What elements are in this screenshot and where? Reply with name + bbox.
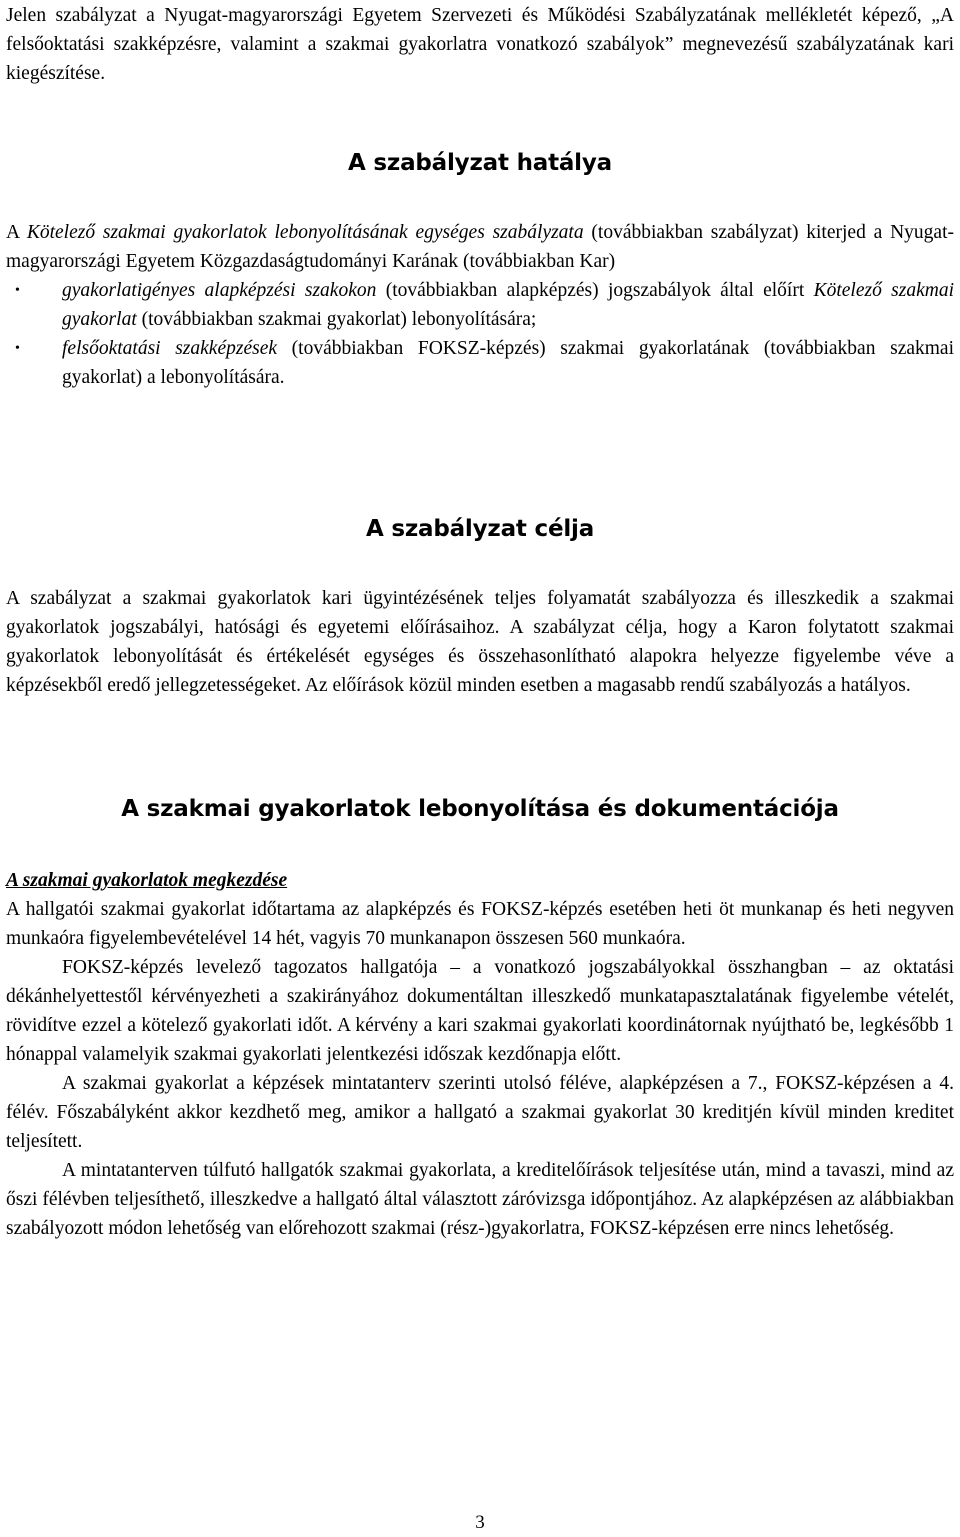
intro-paragraph: Jelen szabályzat a Nyugat-magyarországi Egyetem Szervezeti és Működési Szabályzatának mellékletét képező, „A felsőoktatási szakképzésre, valamint a szakmai gyakorlatra vonatkozó szabályok” megnevezésű szabályzatának kari kiegészítése.: [6, 5, 954, 84]
list-item: [6, 334, 954, 392]
scope-suffix: (továbbiakban szabályzat) kiterjed a Nyugat-magyarországi Egyetem Közgazdaságtudományi Karának (továbbiakban Kar): [6, 222, 954, 272]
bullet-text: (továbbiakban szakmai gyakorlat) lebonyolítására;: [136, 309, 537, 330]
scope-paragraph: [6, 218, 954, 276]
conduct-paragraph: A szakmai gyakorlat a képzések mintatanterv szerinti utolsó féléve, alapképzésen a 7., FOKSZ-képzésen a 4. félév. Főszabályként akkor kezdhető meg, amikor a hallgató a szakmai gyakorlat 30 kreditjén kívül minden kreditet teljesített.: [6, 1073, 954, 1152]
bullet-icon: •: [15, 341, 20, 356]
section-conduct-body: [6, 866, 954, 1243]
subsection-heading: A szakmai gyakorlatok megkezdése: [6, 870, 288, 891]
section-heading-conduct: A szakmai gyakorlatok lebonyolítása és dokumentációja: [121, 796, 839, 822]
scope-bullet-list: [6, 276, 954, 392]
conduct-paragraph: FOKSZ-képzés levelező tagozatos hallgatója – a vonatkozó jogszabályokkal összhangban – az oktatási dékánhelyettestől kérvényezheti a szakirányához dokumentáltan illeszkedő munkatapasztalatának figyelembe vételét, rövidítve ezzel a kötelező gyakorlati időt. A kérvény a kari szakmai gyakorlati koordinátornak nyújtható be, legkésőbb 1 hónappal valamelyik szakmai gyakorlati jelentkezési időszak kezdőnapja előtt.: [6, 957, 954, 1065]
page-number: 3: [475, 1512, 485, 1533]
bullet-text: (továbbiakban alapképzés) jogszabályok által előírt: [376, 280, 814, 301]
section-heading-purpose: A szabályzat célja: [365, 516, 595, 542]
bullet-italic-term: gyakorlatigényes alapképzési szakokon: [62, 280, 377, 301]
bullet-italic-term: felsőoktatási szakképzések: [62, 338, 278, 359]
section-heading-scope: A szabályzat hatálya: [348, 150, 612, 176]
section-purpose-body: [6, 584, 954, 700]
bullet-italic-term: Kötelező szakmai gyakorlat: [62, 280, 954, 330]
list-item: [6, 276, 954, 334]
purpose-paragraph: A szabályzat a szakmai gyakorlatok kari ügyintézésének teljes folyamatát szabályozza és illeszkedik a szakmai gyakorlatok jogszabályi, hatósági és egyetemi előírásaihoz. A szabályzat célja, hogy a Karon folytatott szakmai gyakorlatok lebonyolítását és értékelését egységes és összehasonlítható alapokra helyezze figyelembe véve a képzésekből eredő jellegzetességeket. Az előírások közül minden esetben a magasabb rendű szabályozás a hatályos.: [6, 588, 954, 696]
conduct-paragraph: A mintatanterven túlfutó hallgatók szakmai gyakorlata, a kreditelőírások teljesítése után, mind a tavaszi, mind az őszi félévben teljesíthető, illeszkedve a hallgató által választott záróvizsga időpontjához. Az alapképzésen az alábbiakban szabályozott módon lehetőség van előrehozott szakmai (rész-)gyakorlatra, FOKSZ-képzésen erre nincs lehetőség.: [6, 1160, 954, 1239]
conduct-paragraph: A hallgatói szakmai gyakorlat időtartama az alapképzés és FOKSZ-képzés esetében heti öt munkanap és heti negyven munkaóra figyelembevételével 14 hét, vagyis 70 munkanapon összesen 560 munkaóra.: [6, 899, 954, 949]
scope-prefix: A: [6, 222, 27, 243]
bullet-icon: •: [15, 283, 20, 298]
bullet-text: (továbbiakban FOKSZ-képzés) szakmai gyakorlatának (továbbiakban szakmai gyakorlat) a lebonyolítására.: [62, 338, 954, 388]
section-scope-body: [6, 218, 954, 392]
scope-regulation-title: Kötelező szakmai gyakorlatok lebonyolításának egységes szabályzata: [26, 222, 584, 243]
